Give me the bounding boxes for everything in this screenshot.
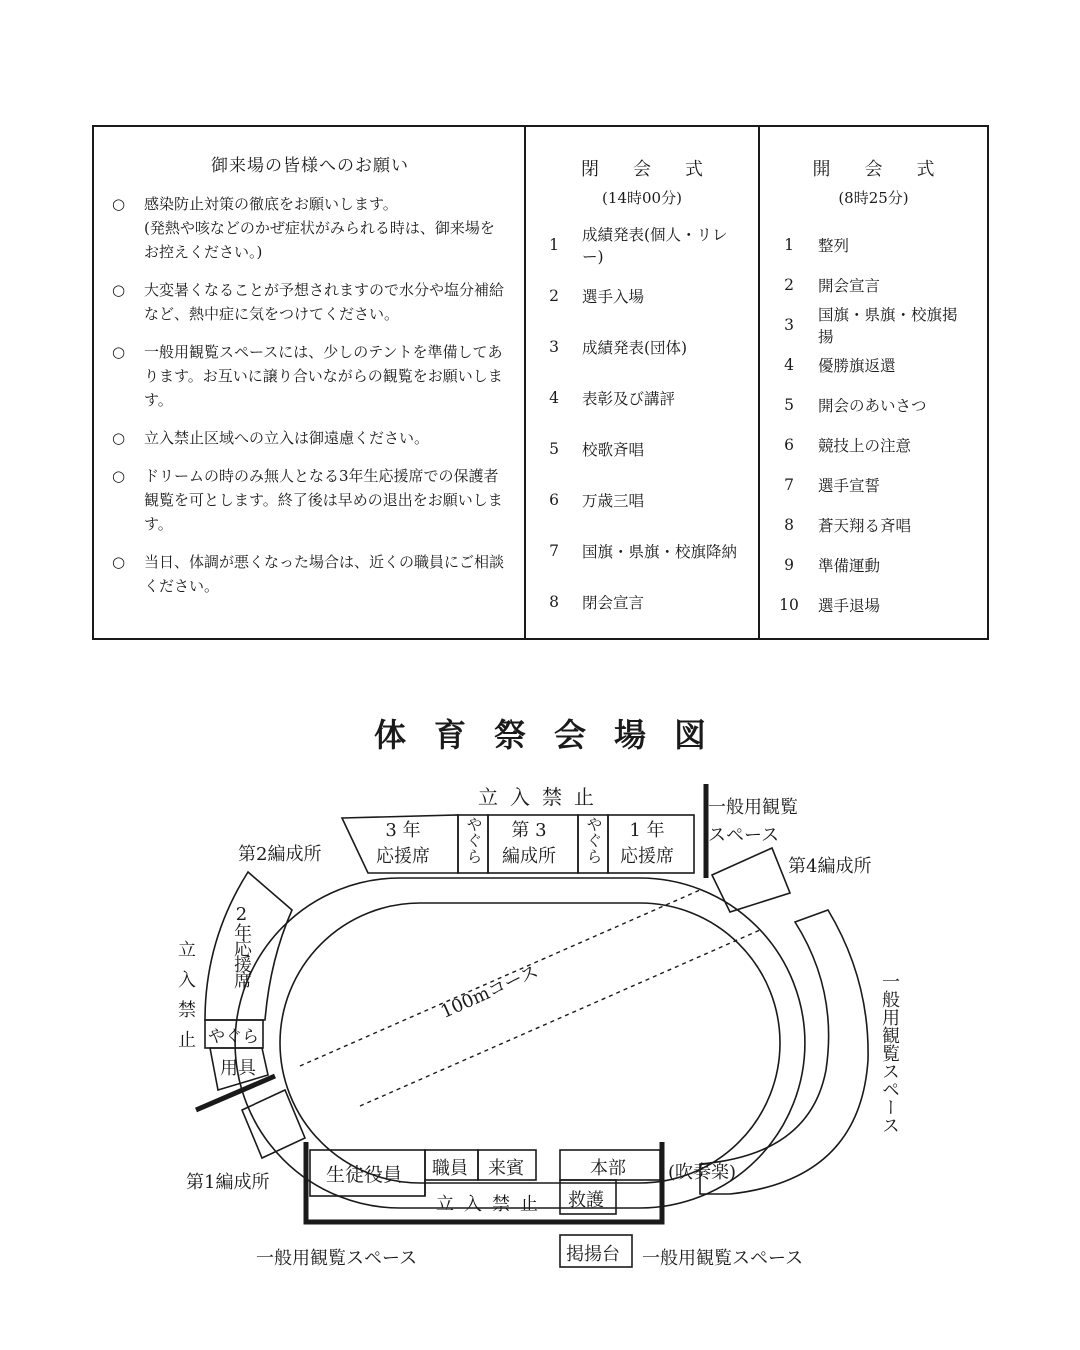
notice-column	[94, 127, 526, 638]
circle-bullet-icon: ○	[112, 195, 126, 213]
opening-item-label: 開会宣言	[818, 277, 881, 295]
closing-item-label: 閉会宣言	[582, 594, 645, 612]
closing-item	[526, 539, 758, 563]
notice-item	[112, 426, 508, 450]
hq-label: 本部	[590, 1158, 626, 1179]
opening-item	[760, 306, 987, 346]
closing-item-number: 6	[549, 491, 559, 509]
right-spectator-area	[700, 910, 868, 1194]
circle-bullet-icon: ○	[112, 429, 126, 447]
opening-time: (8時25分)	[838, 189, 909, 207]
opening-item-number: 6	[784, 436, 794, 454]
notice-text: 一般用観覧スペースには、少しのテントを準備してあります。お互いに譲り合いながらの観覧をお願いします。	[144, 343, 503, 409]
grade1-seat-label: 1 年 応援席	[620, 820, 674, 867]
notice-item	[112, 340, 508, 412]
staff-label: 職員	[432, 1158, 468, 1179]
circle-bullet-icon: ○	[112, 467, 126, 485]
student-officers-label: 生徒役員	[326, 1164, 403, 1186]
opening-item-label: 開会のあいさつ	[818, 397, 927, 415]
closing-ceremony-column	[526, 127, 760, 638]
opening-item-number: 10	[779, 596, 799, 614]
formation3-label: 第 3 編成所	[502, 820, 556, 867]
formation2-label: 第2編成所	[238, 844, 322, 865]
notice-title: 御来場の皆様へのお願い	[211, 156, 409, 176]
opening-item-label: 選手退場	[818, 597, 881, 615]
opening-item-number: 1	[784, 236, 794, 254]
opening-item-number: 2	[784, 276, 794, 294]
opening-item-label: 国旗・県旗・校旗掲揚	[818, 306, 958, 346]
closing-item-label: 校歌斉唱	[582, 441, 645, 459]
first-aid-label: 救護	[568, 1190, 604, 1211]
course-line-2	[360, 930, 760, 1106]
closing-item-label: 成績発表(個人・リレー)	[582, 226, 728, 266]
no-entry-left-label: 立入禁止	[175, 940, 196, 1060]
no-entry-top-label: 立入禁止	[478, 785, 606, 809]
formation4-box	[712, 848, 790, 912]
closing-item-number: 2	[549, 287, 559, 305]
spectator-right-label: 一般用観覧スペース	[879, 972, 900, 1134]
opening-item-label: 準備運動	[818, 557, 881, 575]
closing-item-number: 8	[549, 593, 559, 611]
spectator-bottom-right-label: 一般用観覧スペース	[642, 1248, 804, 1269]
yagura-label-right: やぐら	[584, 816, 603, 864]
opening-item	[760, 233, 987, 257]
opening-item	[760, 593, 987, 617]
closing-item-label: 成績発表(団体)	[582, 339, 688, 357]
opening-title: 開会式	[812, 159, 969, 180]
notice-text: ドリームの時のみ無人となる3年生応援席での保護者観覧を可とします。終了後は早めの退出をお願いします。	[144, 467, 503, 533]
track-inner	[280, 903, 780, 1183]
closing-item-label: 表彰及び講評	[582, 390, 676, 408]
opening-item	[760, 393, 987, 417]
closing-item	[526, 590, 758, 614]
closing-item-number: 5	[549, 440, 559, 458]
no-entry-bottom-label: 立入禁止	[436, 1194, 548, 1215]
guests-label: 来賓	[488, 1158, 524, 1179]
notice-item	[112, 278, 508, 326]
grade3-seat-label: 3 年 応援席	[376, 820, 430, 867]
yagura-label-left: やぐら	[464, 816, 483, 864]
opening-item-label: 蒼天翔る斉唱	[818, 517, 912, 535]
opening-item-number: 9	[784, 556, 794, 574]
closing-item-label: 選手入場	[582, 288, 645, 306]
opening-item-label: 競技上の注意	[818, 437, 912, 455]
grade2-seat-label: 2年応援席	[231, 904, 252, 987]
flag-pole-label: 掲揚台	[566, 1244, 620, 1265]
opening-item-number: 3	[784, 316, 794, 334]
closing-item-label: 万歳三唱	[582, 492, 645, 510]
notice-item	[112, 192, 508, 264]
formation4-label: 第4編成所	[788, 856, 872, 877]
notice-text: 大変暑くなることが予想されますので水分や塩分補給など、熱中症に気をつけてください。	[144, 281, 505, 323]
opening-item-number: 8	[784, 516, 794, 534]
notice-item	[112, 464, 508, 536]
opening-item-label: 整列	[818, 237, 850, 255]
opening-ceremony-column	[760, 127, 987, 638]
opening-item	[760, 353, 987, 377]
closing-item	[526, 284, 758, 308]
closing-item-number: 1	[549, 236, 559, 254]
opening-item-number: 5	[784, 396, 794, 414]
closing-item	[526, 488, 758, 512]
closing-item	[526, 386, 758, 410]
notice-list	[112, 192, 508, 598]
notice-item	[112, 550, 508, 598]
yagura-label-bottom: やぐら	[208, 1027, 259, 1047]
barrier-left	[196, 1076, 275, 1110]
closing-item	[526, 437, 758, 461]
band-label: (吹奏楽)	[668, 1162, 737, 1183]
opening-item-label: 選手宣誓	[818, 477, 881, 495]
spectator-bottom-left-label: 一般用観覧スペース	[256, 1248, 418, 1269]
opening-item	[760, 473, 987, 497]
closing-item-number: 3	[549, 338, 559, 356]
closing-time: (14時00分)	[602, 189, 682, 207]
opening-item	[760, 553, 987, 577]
opening-item	[760, 513, 987, 537]
map-title: 体育祭会場図	[373, 716, 734, 754]
info-box	[92, 125, 989, 640]
course-label: 100mコース	[437, 961, 542, 1023]
notice-text: 当日、体調が悪くなった場合は、近くの職員にご相談ください。	[144, 553, 505, 595]
closing-item	[526, 226, 758, 266]
formation1-label: 第1編成所	[186, 1172, 270, 1193]
spectator-top-label: 一般用観覧 スペース	[708, 797, 798, 846]
closing-item	[526, 335, 758, 359]
opening-item-number: 7	[784, 476, 794, 494]
opening-item	[760, 433, 987, 457]
closing-item-number: 7	[549, 542, 559, 560]
closing-title: 閉会式	[581, 159, 737, 180]
notice-text: 感染防止対策の徹底をお願いします。 (発熱や咳などのかぜ症状がみられる時は、御来場をお控えください。)	[144, 195, 495, 261]
closing-item-label: 国旗・県旗・校旗降納	[582, 543, 738, 561]
circle-bullet-icon: ○	[112, 343, 126, 361]
opening-item	[760, 273, 987, 297]
notice-text: 立入禁止区域への立入は御遠慮ください。	[144, 429, 430, 447]
circle-bullet-icon: ○	[112, 553, 126, 571]
circle-bullet-icon: ○	[112, 281, 126, 299]
equipment-label: 用具	[220, 1058, 256, 1079]
closing-item-number: 4	[549, 389, 559, 407]
opening-item-number: 4	[784, 356, 794, 374]
opening-item-label: 優勝旗返還	[818, 357, 896, 375]
